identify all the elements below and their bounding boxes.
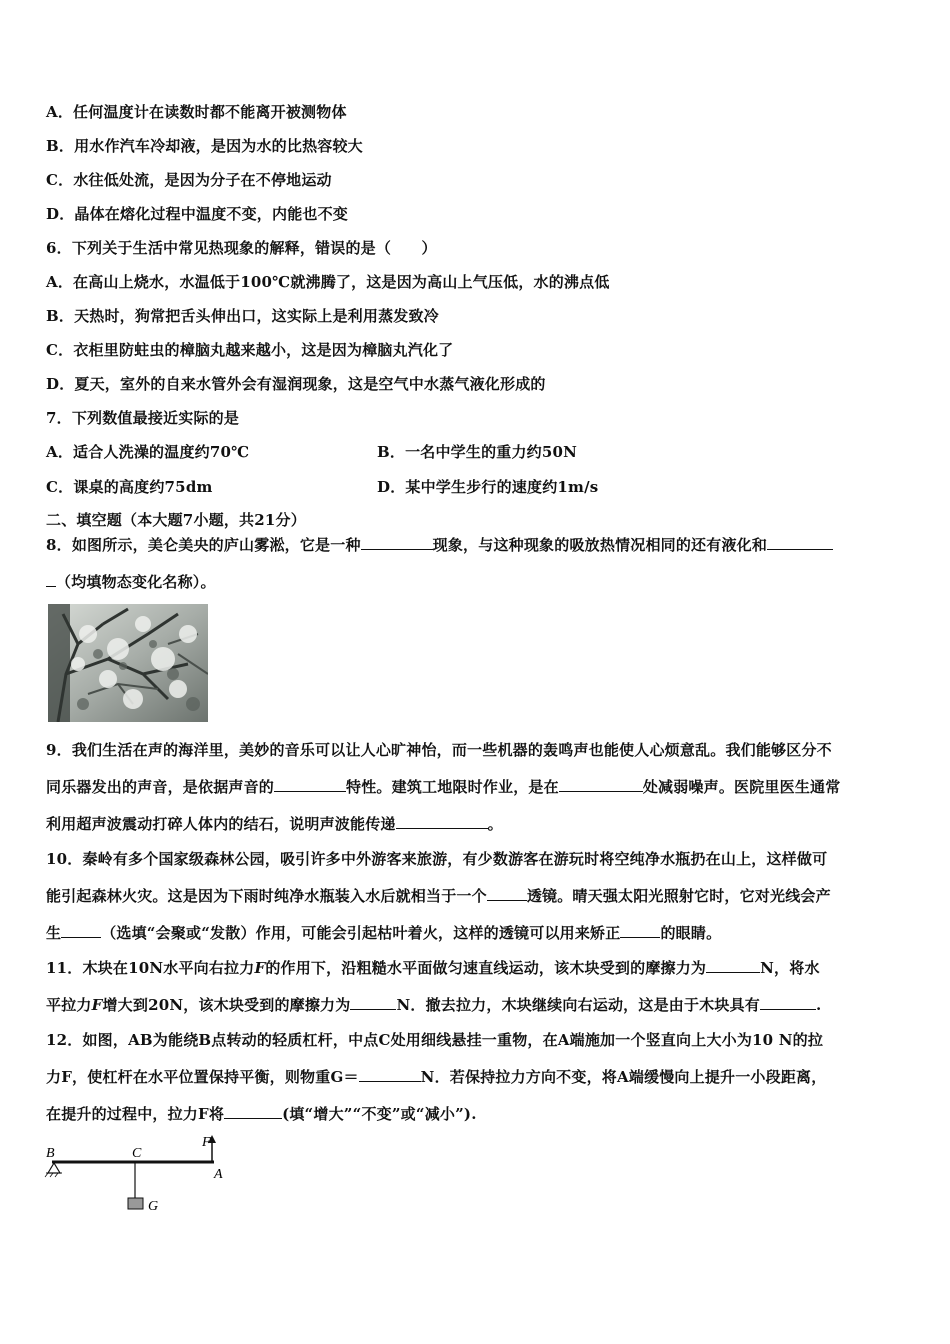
q9-text-5: 。 [487, 815, 503, 833]
q11-text-2: 的作用下，沿粗糙水平面做匀速直线运动，该木块受到的摩擦力为 [265, 959, 707, 977]
lever-diagram [44, 1132, 244, 1216]
rime-photo [48, 604, 208, 722]
q11-blank-3[interactable] [760, 995, 816, 1010]
q6-option-a: A．在高山上烧水，水温低于100℃就沸腾了，这是因为高山上气压低，水的沸点低 [46, 273, 610, 291]
q11-text-4: 平拉力 [46, 996, 92, 1014]
q7-option-a: A．适合人洗澡的温度约70℃ [46, 443, 250, 461]
q8-blank-2-cont[interactable] [46, 572, 56, 587]
q12-text-3: 在提升的过程中，拉力F将 [46, 1105, 225, 1123]
q8-text-2: 现象，与这种现象的吸放热情况相同的还有液化和 [432, 536, 768, 554]
q11-blank-2[interactable] [350, 995, 396, 1010]
q10-text-5: 的眼睛。 [660, 924, 722, 942]
q6-option-d: D．夏天，室外的自来水管外会有湿润现象，这是空气中水蒸气液化形成的 [46, 375, 546, 393]
q10-line3 [46, 923, 721, 943]
label-b: B [46, 1146, 55, 1161]
q9-text-3: 处减弱噪声。医院里医生通常 [642, 778, 841, 796]
q6-stem: 6．下列关于生活中常见热现象的解释，错误的是（ ） [46, 239, 437, 257]
label-f: F [202, 1135, 211, 1150]
q9-blank-3[interactable] [396, 814, 488, 829]
q12-line3 [46, 1104, 477, 1124]
label-g: G [148, 1199, 159, 1214]
q9-line3 [46, 814, 503, 834]
q8-blank-1[interactable] [361, 535, 433, 550]
q9-line1: 9．我们生活在声的海洋里，美妙的音乐可以让人心旷神怡，而一些机器的轰鸣声也能使人心烦意乱。我们能够区分不 [46, 741, 832, 759]
label-a: A [214, 1167, 223, 1182]
q10-text-2: 透镜。晴天强太阳光照射它时，它对光线会产 [526, 887, 831, 905]
q8-text-3: （均填物态变化名称）。 [56, 573, 216, 591]
q12-blank-2[interactable] [224, 1104, 282, 1119]
q10-blank-3[interactable] [620, 923, 660, 938]
q5-option-b: B．用水作汽车冷却液，是因为水的比热容较大 [46, 137, 363, 155]
section-heading: 二、填空题（本大题7小题，共21分） [46, 511, 306, 529]
q11-var-f: F [254, 959, 266, 977]
q9-text-2: 特性。建筑工地限时作业，是在 [346, 778, 559, 796]
q11-blank-1[interactable] [706, 958, 760, 973]
q11-text-7: . [815, 996, 822, 1014]
q9-text-4: 利用超声波震动打碎人体内的结石，说明声波能传递 [46, 815, 396, 833]
q11-text-5: 增大到20N，该木块受到的摩擦力为 [102, 996, 351, 1014]
q9-blank-2[interactable] [559, 777, 643, 792]
q10-blank-2[interactable] [61, 923, 101, 938]
q7-option-b: B．一名中学生的重力约50N [377, 443, 578, 461]
q12-blank-1[interactable] [359, 1067, 421, 1082]
q9-text-1: 同乐器发出的声音，是依据声音的 [46, 778, 275, 796]
q12-line2 [46, 1067, 826, 1087]
q5-option-c: C．水往低处流，是因为分子在不停地运动 [46, 171, 332, 189]
q7-option-c: C．课桌的高度约75dm [46, 478, 213, 496]
q8-line2 [46, 572, 216, 592]
q10-text-1: 能引起森林火灾。这是因为下雨时纯净水瓶装入水后就相当于一个 [46, 887, 487, 905]
q8-text-1: 8．如图所示，美仑美央的庐山雾淞，它是一种 [46, 536, 361, 554]
q11-text-3: N，将水 [760, 959, 820, 977]
weight-block [128, 1198, 143, 1209]
q8-blank-2[interactable] [767, 535, 833, 550]
q10-text-3: 生 [46, 924, 62, 942]
q11-line1 [46, 958, 820, 978]
q11-line2 [46, 995, 821, 1015]
q7-option-d: D．某中学生步行的速度约1m/s [377, 478, 599, 496]
q11-text-6: N．撤去拉力，木块继续向右运动，这是由于木块具有 [396, 996, 760, 1014]
q11-text-1: 11．木块在10N水平向右拉力 [46, 959, 255, 977]
q12-line1: 12．如图，AB为能绕B点转动的轻质杠杆，中点C处用细线悬挂一重物，在A端施加一个竖直向上大小为10 N的拉 [46, 1031, 824, 1049]
q11-var-f-2: F [91, 996, 103, 1014]
q9-blank-1[interactable] [274, 777, 346, 792]
q10-text-4: （选填“会聚或“发散）作用，可能会引起枯叶着火，这样的透镜可以用来矫正 [101, 924, 621, 942]
q5-option-a: A．任何温度计在读数时都不能离开被测物体 [46, 103, 347, 121]
q5-option-d: D．晶体在熔化过程中温度不变，内能也不变 [46, 205, 349, 223]
q12-text-1: 力F，使杠杆在水平位置保持平衡，则物重G＝ [46, 1068, 359, 1086]
q6-option-b: B．天热时，狗常把舌头伸出口，这实际上是利用蒸发致冷 [46, 307, 439, 325]
q10-blank-1[interactable] [487, 886, 527, 901]
q10-line1: 10．秦岭有多个国家级森林公园，吸引许多中外游客来旅游，有少数游客在游玩时将空纯净水瓶扔在山上，这样做可 [46, 850, 828, 868]
label-c: C [132, 1146, 142, 1161]
q8-line1 [46, 535, 833, 555]
q12-text-4: (填“增大”“不变”或“减小”). [282, 1105, 477, 1123]
rime-tree-image [48, 604, 208, 722]
q7-stem: 7．下列数值最接近实际的是 [46, 409, 240, 427]
q12-text-2: N．若保持拉力方向不变，将A端缓慢向上提升一小段距离， [420, 1068, 827, 1086]
q9-line2 [46, 777, 840, 797]
pivot-triangle [48, 1163, 60, 1173]
q6-option-c: C．衣柜里防蛀虫的樟脑丸越来越小，这是因为樟脑丸汽化了 [46, 341, 454, 359]
q10-line2 [46, 886, 831, 906]
